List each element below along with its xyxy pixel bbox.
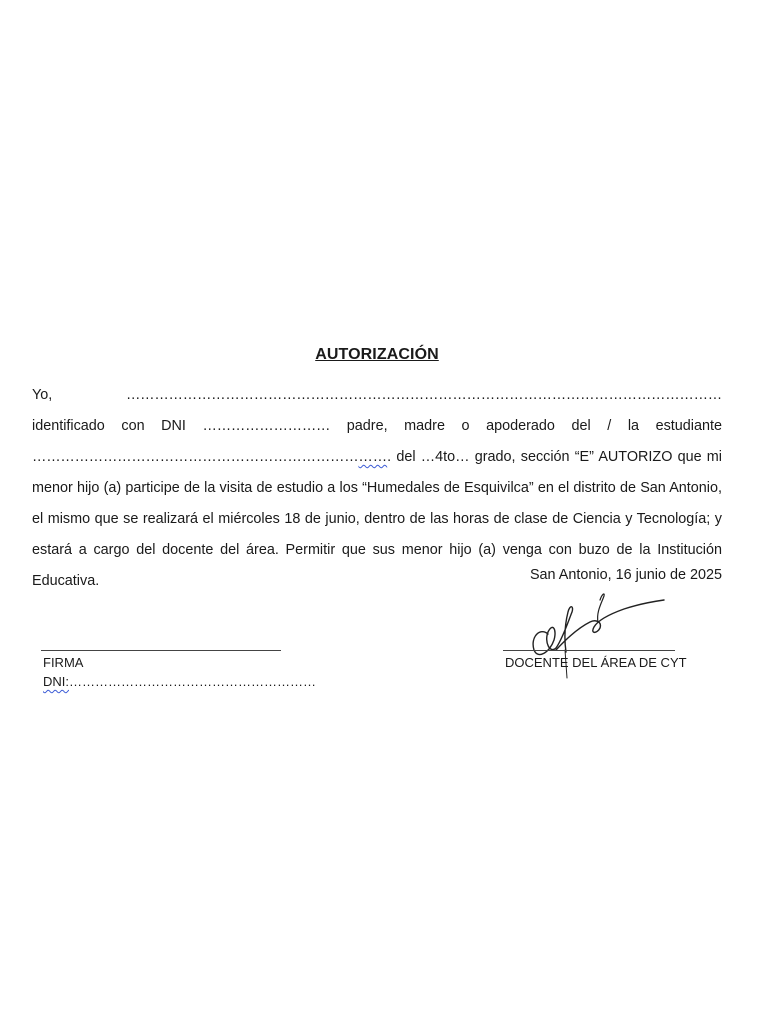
teacher-signature-line xyxy=(503,650,675,651)
teacher-signature-label: DOCENTE DEL ÁREA DE CYT xyxy=(505,655,687,670)
dni-blank: ……………………… xyxy=(202,418,331,434)
dni-blank-dots: ………………………………………………… xyxy=(69,674,316,689)
dni-label: DNI: xyxy=(43,674,69,689)
place-date: San Antonio, 16 junio de 2025 xyxy=(529,567,722,583)
body-line1-end: identificado con DNI xyxy=(32,418,186,434)
document-title: AUTORIZACIÓN xyxy=(315,346,439,363)
body-line3: . del …4to… grado, sección “E” AUTORIZO que mi menor hijo (a) participe de la visita de estudio a los “Humedales de Esquivilca” en el distrito de San Antonio, el mismo que se realizará el miércoles 18 de junio, dentro de las horas de clase de Ciencia y Tecnología; y estará a cargo del docente del área. Permitir que sus menor hijo (a) venga con buzo de la Institución Educativa. xyxy=(32,449,722,589)
student-blank: …………………………………………………………… xyxy=(32,449,359,465)
authorization-body xyxy=(32,380,722,597)
body-line2-mid: padre, madre o apoderado del / la estudiante xyxy=(330,418,723,434)
body-line1-start: Yo, xyxy=(32,387,126,403)
name-blank: ……………………………………………………………………………………………………………… xyxy=(125,387,722,403)
parent-dni-field xyxy=(43,674,316,689)
student-blank-tail: …… xyxy=(358,449,388,465)
firma-label: FIRMA xyxy=(43,655,84,670)
body-paragraph xyxy=(32,380,722,597)
parent-signature-line xyxy=(41,650,281,651)
